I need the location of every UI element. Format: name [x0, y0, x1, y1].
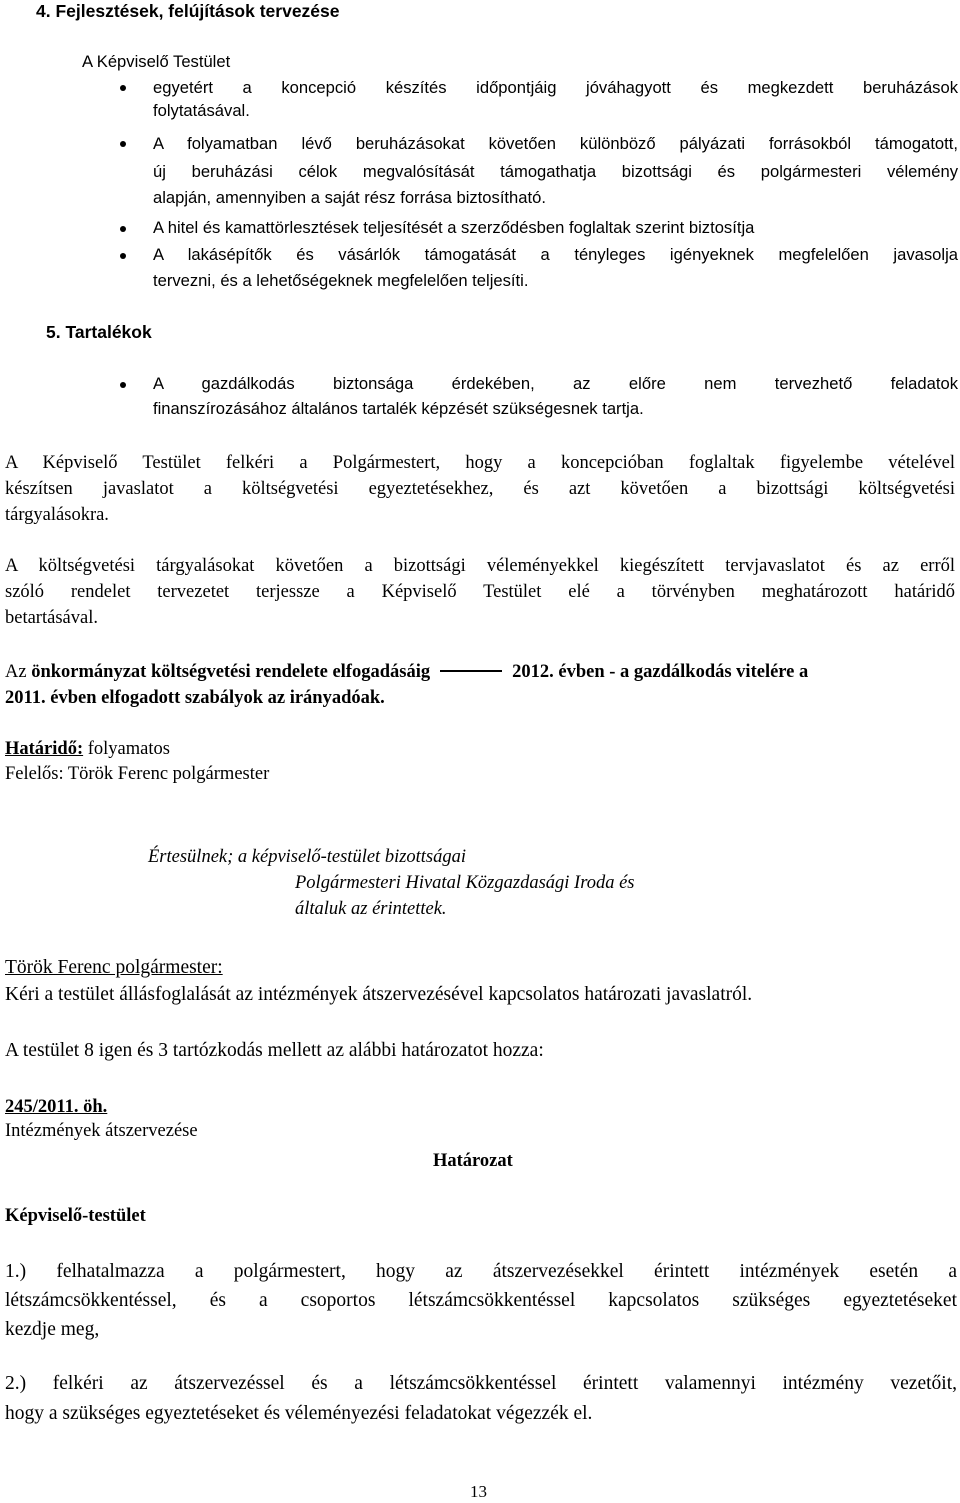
deadline-value: folyamatos: [83, 739, 170, 759]
para2-line3: betartásával.: [5, 608, 98, 628]
resolution-point2-line2: hogy a szükséges egyeztetéseket és véleményezési feladatokat végezzék el.: [5, 1403, 593, 1424]
deadline-line: [5, 737, 170, 761]
section4-bullet3-line1: A hitel és kamattörlesztések teljesítését a szerződésben foglaltak szerint biztosítja: [153, 218, 755, 237]
para2-line2: szóló rendelet tervezetet terjessze a Képviselő Testület elé a törvényben meghatározott határidő: [5, 582, 955, 602]
bullet-icon: [120, 226, 126, 232]
para3-line2: 2011. évben elfogadott szabályok az irányadóak.: [5, 688, 385, 708]
notify-line1: Értesülnek; a képviselő-testület bizottságai: [148, 847, 467, 867]
section4-heading: 4. Fejlesztések, felújítások tervezése: [36, 1, 340, 21]
section4-bullet1-line1: egyetért a koncepció készítés időpontjáig jóváhagyott és megkezdett beruházások: [153, 78, 958, 97]
para1-line1: A Képviselő Testület felkéri a Polgármestert, hogy a koncepcióban foglaltak figyelembe vételével: [5, 453, 955, 473]
speaker-label: Török Ferenc polgármester:: [5, 957, 223, 978]
resolution-point1-line2: létszámcsökkentéssel, és a csoportos létszámcsökkentéssel kapcsolatos szükséges egyeztetéseket: [5, 1290, 957, 1311]
para3-line1: [5, 660, 808, 684]
section4-bullet2-line3: alapján, amennyiben a saját rész forrása biztosítható.: [153, 188, 546, 207]
resolution-body: Képviselő-testület: [5, 1206, 146, 1226]
section4-bullet2-line2: új beruházási célok megvalósítását támogathatja bizottsági és polgármesteri vélemény: [153, 162, 958, 181]
section4-bullet1-line2: folytatásával.: [153, 101, 250, 120]
resolution-point2-line1: 2.) felkéri az átszervezéssel és a létszámcsökkentéssel érintett valamennyi intézmény vezetőit,: [5, 1373, 957, 1394]
request-text: Kéri a testület állásfoglalását az intézmények átszervezésével kapcsolatos határozati javaslatról.: [5, 984, 753, 1005]
bullet-icon: [120, 253, 126, 259]
vote-text: A testület 8 igen és 3 tartózkodás mellett az alábbi határozatot hozza:: [5, 1040, 544, 1061]
page-number: 13: [470, 1482, 487, 1501]
section5-bullet1-line1: A gazdálkodás biztonsága érdekében, az előre nem tervezhető feladatok: [153, 374, 958, 393]
section5-heading: 5. Tartalékok: [46, 322, 152, 342]
notify-line2: Polgármesteri Hivatal Közgazdasági Iroda és: [295, 873, 635, 893]
section4-intro: A Képviselő Testület: [82, 52, 231, 71]
bullet-icon: [120, 85, 126, 91]
para3-prefix: Az: [5, 662, 27, 682]
para1-line3: tárgyalásokra.: [5, 505, 109, 525]
resolution-number: 245/2011. öh.: [5, 1097, 108, 1117]
section5-bullet1-line2: finanszírozásához általános tartalék képzését szükségesnek tartja.: [153, 399, 644, 418]
notify-line3: általuk az érintettek.: [295, 899, 447, 919]
resolution-point1-line3: kezdje meg,: [5, 1319, 100, 1340]
resolution-subject: Intézmények átszervezése: [5, 1121, 198, 1141]
resolution-title: Határozat: [433, 1151, 513, 1171]
resolution-point1-line1: 1.) felhatalmazza a polgármestert, hogy az átszervezésekkel érintett intézmények esetén a: [5, 1261, 957, 1282]
section4-bullet4-line2: tervezni, és a lehetőségeknek megfelelően teljesíti.: [153, 271, 529, 290]
para3-bold2: 2012. évben - a gazdálkodás vitelére a: [512, 662, 809, 682]
bullet-icon: [120, 141, 126, 147]
para2-line1: A költségvetési tárgyalásokat követően a bizottsági véleményekkel kiegészített tervjavaslatot és az erről: [5, 556, 955, 576]
section4-bullet4-line1: A lakásépítők és vásárlók támogatását a tényleges igényeknek megfelelően javasolja: [153, 245, 958, 264]
responsible-line: Felelős: Török Ferenc polgármester: [5, 764, 270, 784]
para1-line2: készítsen javaslatot a költségvetési egyeztetésekhez, és azt követően a bizottsági költségvetési: [5, 479, 955, 499]
bullet-icon: [120, 382, 126, 388]
em-dash-line: [440, 670, 502, 672]
para3-bold1: önkormányzat költségvetési rendelete elfogadásáig: [31, 662, 431, 682]
deadline-label: Határidő:: [5, 739, 84, 759]
section4-bullet2-line1: A folyamatban lévő beruházásokat követően különböző pályázati forrásokból támogatott,: [153, 134, 958, 153]
